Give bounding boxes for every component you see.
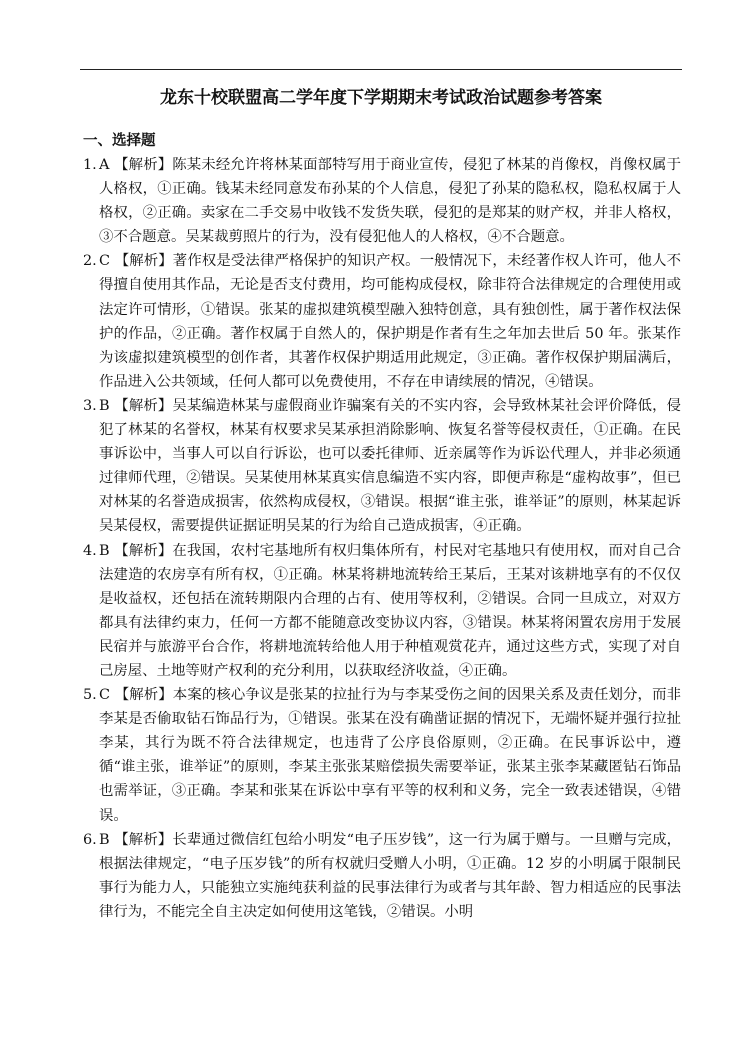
- answer-item: [83, 249, 681, 394]
- answer-number: 1.: [83, 157, 97, 173]
- answer-number: 5.: [83, 687, 97, 704]
- answer-item: [83, 539, 681, 684]
- answer-explanation: B 【解析】在我国，农村宅基地所有权归集体所有，村民对宅基地只有使用权，而对自己合法建造的农房享有所有权，①正确。林某将耕地流转给王某后，王某对该耕地享有的不仅仅是收益权，还包括在流转期限内合理的占有、使用等权利，②错误。合同一旦成立，对双方都具有法律约束力，任何一方都不能随意改变协议内容，③错误。林某将闲置农房用于发展民宿并与旅游平台合作，将耕地流转给他人用于种植观赏花卉，通过这些方式，实现了对自己房屋、土地等财产权利的充分利用，以获取经济收益，④正确。: [99, 542, 681, 679]
- answer-item: [83, 394, 681, 539]
- answer-item: [83, 683, 681, 828]
- answer-item: [83, 828, 681, 924]
- section-heading: 一、选择题: [83, 132, 156, 149]
- answer-explanation: B 【解析】长辈通过微信红包给小明发“电子压岁钱”，这一行为属于赠与。一旦赠与完成，根据法律规定，“电子压岁钱”的所有权就归受赠人小明，①正确。12 岁的小明属于限制民事行为能力人，只能独立实施纯获利益的民事法律行为或者与其年龄、智力相适应的民事法律行为，不能完全自主决定如何使用这笔钱，②错误。小明: [99, 831, 681, 920]
- answer-number: 6.: [83, 831, 97, 848]
- answer-number: 2.: [83, 253, 97, 270]
- answer-explanation: B 【解析】吴某编造林某与虚假商业诈骗案有关的不实内容，会导致林某社会评价降低，侵犯了林某的名誉权，林某有权要求吴某承担消除影响、恢复名誉等侵权责任，①正确。在民事诉讼中，当事人可以自行诉讼，也可以委托律师、近亲属等作为诉讼代理人，并非必须通过律师代理，②错误。吴某使用林某真实信息编造不实内容，即便声称是“虚构故事”，但已对林某的名誉造成损害，依然构成侵权，③错误。根据“谁主张，谁举证”的原则，林某起诉吴某侵权，需要提供证据证明吴某的行为给自己造成损害，④正确。: [99, 397, 681, 535]
- header-rule: [80, 69, 682, 70]
- answer-number: 3.: [83, 397, 97, 414]
- answer-number: 4.: [83, 542, 97, 559]
- document-title: 龙东十校联盟高二学年度下学期期末考试政治试题参考答案: [160, 88, 602, 108]
- answer-explanation: C 【解析】著作权是受法律严格保护的知识产权。一般情况下，未经著作权人许可，他人不得擅自使用其作品，无论是否支付费用，均可能构成侵权，除非符合法律规定的合理使用或法定许可情形，①错误。张某的虚拟建筑模型融入独特创意，具有独创性，属于著作权法保护的作品，②正确。著作权属于自然人的，保护期是作者有生之年加去世后 50 年。张某作为该虚拟建筑模型的创作者，其著作权保护期适用此规定，③正确。著作权保护期届满后，作品进入公共领域，任何人都可以免费使用，不存在申请续展的情况，④错误。: [99, 253, 681, 390]
- answer-explanation: A 【解析】陈某未经允许将林某面部特写用于商业宣传，侵犯了林某的肖像权，肖像权属于人格权，①正确。钱某未经同意发布孙某的个人信息，侵犯了孙某的隐私权，隐私权属于人格权，②正确。卖家在二手交易中收钱不发货失联，侵犯的是郑某的财产权，并非人格权，③不合题意。吴某裁剪照片的行为，没有侵犯他人的人格权，④不合题意。: [99, 157, 681, 246]
- answer-item: [83, 153, 681, 249]
- answer-list: [83, 153, 681, 924]
- answer-explanation: C 【解析】本案的核心争议是张某的拉扯行为与李某受伤之间的因果关系及责任划分，而非李某是否偷取钻石饰品行为，①错误。张某在没有确凿证据的情况下，无端怀疑并强行拉扯李某，其行为既不符合法律规定，也违背了公序良俗原则，②正确。在民事诉讼中，遵循“谁主张，谁举证”的原则，李某主张张某赔偿损失需要举证，张某主张李某藏匿钻石饰品也需举证，③正确。李某和张某在诉讼中享有平等的权利和义务，完全一致表述错误，④错误。: [99, 687, 681, 824]
